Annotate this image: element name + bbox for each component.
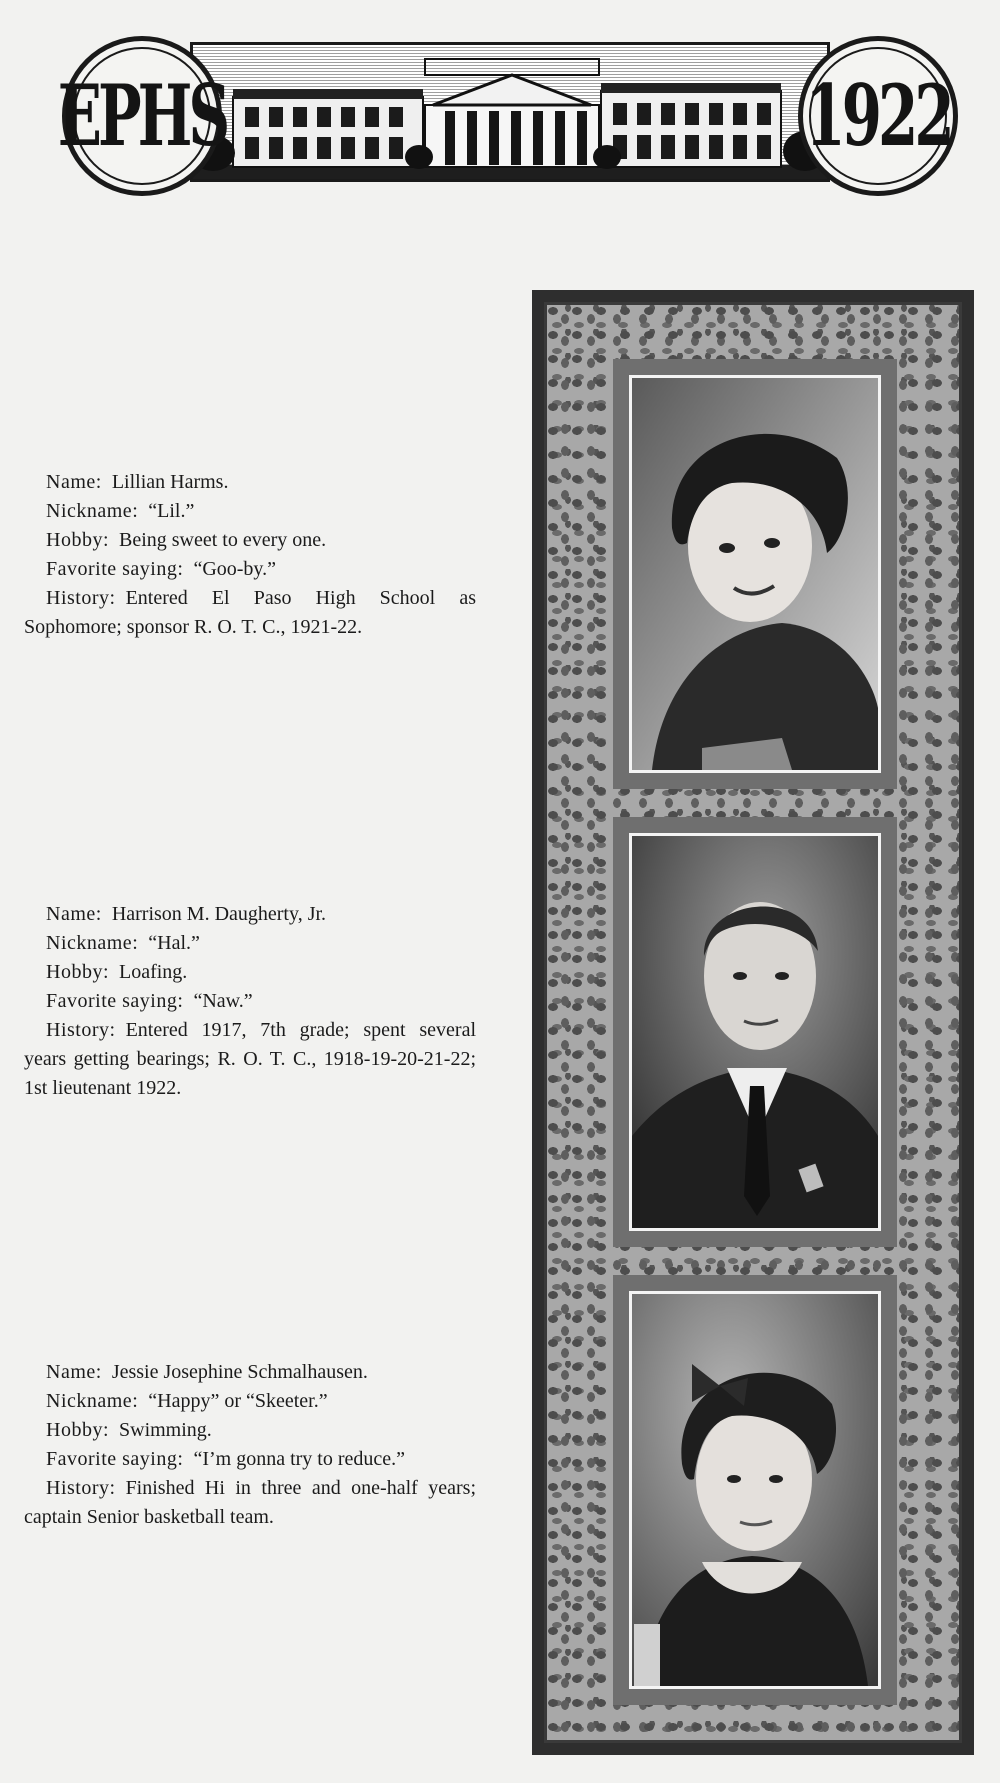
hobby-label: Hobby:	[46, 1419, 109, 1441]
saying-label: Favorite saying:	[46, 990, 184, 1012]
seal-left-text: EPHS	[57, 66, 227, 166]
profile-name: Lillian Harms.	[111, 471, 229, 493]
history-label: History:	[46, 1019, 116, 1041]
senior-profile	[24, 900, 476, 1103]
profile-hobby: Swimming.	[119, 1419, 212, 1441]
profile-history-line	[24, 1474, 476, 1532]
profile-nickname-line	[24, 1387, 476, 1416]
profile-nickname-line	[24, 929, 476, 958]
profile-name-line	[24, 468, 476, 497]
hobby-label: Hobby:	[46, 961, 109, 983]
profile-history: Entered 1917, 7th grade; spent several years getting bearings; R. O. T. C., 1918-19-20-21-22; 1st lieutenant 1922.	[24, 1019, 476, 1099]
profile-saying-line	[24, 555, 476, 584]
senior-profile	[24, 468, 476, 642]
portrait-photo	[629, 833, 881, 1231]
seal-right-text: 1922	[805, 66, 951, 166]
profile-nickname: “Lil.”	[148, 500, 195, 522]
photo-mat	[613, 1275, 897, 1705]
school-building-illustration	[193, 45, 827, 179]
history-label: History:	[46, 587, 116, 609]
profile-name-line	[24, 1358, 476, 1387]
nickname-label: Nickname:	[46, 932, 139, 954]
portrait-lillian-harms	[632, 378, 878, 770]
profile-name: Harrison M. Daugherty, Jr.	[111, 903, 327, 925]
profile-history: Entered El Paso High School as Sophomore; sponsor R. O. T. C., 1921-22.	[24, 587, 476, 638]
portrait-photo	[629, 375, 881, 773]
profile-saying: “Goo-by.”	[193, 558, 276, 580]
profile-history-line	[24, 584, 476, 642]
hobby-label: Hobby:	[46, 529, 109, 551]
history-label: History:	[46, 1477, 116, 1499]
profile-saying-line	[24, 987, 476, 1016]
year-monogram-seal	[798, 36, 958, 196]
profile-history: Finished Hi in three and one-half years; captain Senior basketball team.	[24, 1477, 476, 1528]
name-label: Name:	[46, 903, 102, 925]
nickname-label: Nickname:	[46, 500, 139, 522]
ephs-monogram-seal	[57, 36, 227, 196]
profile-history-line	[24, 1016, 476, 1103]
portrait-harrison-daugherty	[632, 836, 878, 1228]
photo-mat	[613, 359, 897, 789]
profile-saying-line	[24, 1445, 476, 1474]
portrait-photo-strip	[532, 290, 974, 1755]
profile-nickname: “Hal.”	[148, 932, 200, 954]
profile-saying: “Naw.”	[193, 990, 253, 1012]
profile-nickname: “Happy” or “Skeeter.”	[148, 1390, 328, 1412]
saying-label: Favorite saying:	[46, 1448, 184, 1470]
name-label: Name:	[46, 1361, 102, 1383]
portrait-photo	[629, 1291, 881, 1689]
senior-profile	[24, 1358, 476, 1532]
profile-name: Jessie Josephine Schmalhausen.	[111, 1361, 368, 1383]
saying-label: Favorite saying:	[46, 558, 184, 580]
portrait-jessie-schmalhausen	[632, 1294, 878, 1686]
profile-hobby: Loafing.	[119, 961, 188, 983]
profile-name-line	[24, 900, 476, 929]
profile-hobby: Being sweet to every one.	[119, 529, 327, 551]
photo-mat	[613, 817, 897, 1247]
profile-nickname-line	[24, 497, 476, 526]
profile-saying: “I’m gonna try to reduce.”	[193, 1448, 406, 1470]
profile-hobby-line	[24, 958, 476, 987]
profile-hobby-line	[24, 1416, 476, 1445]
name-label: Name:	[46, 471, 102, 493]
school-building-engraving	[190, 42, 830, 182]
profile-hobby-line	[24, 526, 476, 555]
mottled-border-pattern	[544, 302, 962, 1743]
yearbook-header-banner	[57, 28, 960, 198]
nickname-label: Nickname:	[46, 1390, 139, 1412]
